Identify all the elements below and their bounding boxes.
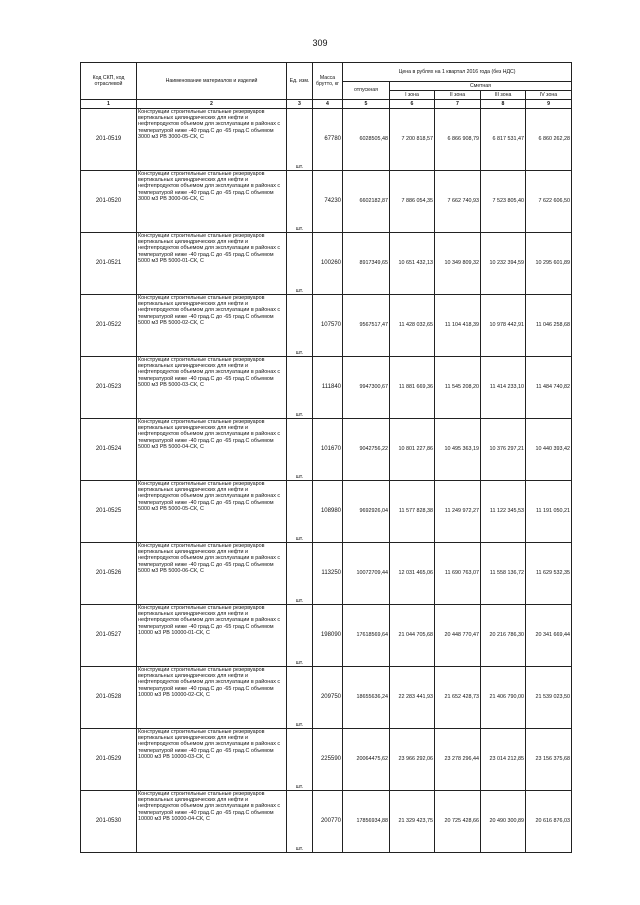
cell-code: 201-0526 [81,543,137,605]
cell-zone-1-price: 12 031 465,06 [390,543,435,605]
header-zone-1: I зона [390,91,435,100]
cell-zone-3-price: 11 122 345,53 [481,481,526,543]
cell-zone-4-price: 11 191 050,21 [526,481,572,543]
cell-zone-1-price: 10 801 227,86 [390,419,435,481]
cell-name: Конструкции строительные стальные резервуаров вертикальных цилиндрических для нефти и нефтепродуктов объемом для эксплуатации в районах с температурой ниже -40 град.С до -65 град.С объемом 5000 м3 РВ 5000-03-СК, С [137,357,287,419]
cell-code: 201-0519 [81,109,137,171]
header-name: Наименование материалов и изделий [137,63,287,100]
cell-unit: шт. [287,605,313,667]
column-number-row [81,100,572,109]
cell-zone-2-price: 10 495 363,19 [435,419,481,481]
cell-name: Конструкции строительные стальные резервуаров вертикальных цилиндрических для нефти и нефтепродуктов объемом для эксплуатации в районах с температурой ниже -40 град.С до -65 град.С объемом 10000 м3 РВ 10000-02-СК, С [137,667,287,729]
cell-zone-2-price: 6 866 908,79 [435,109,481,171]
cell-name: Конструкции строительные стальные резервуаров вертикальных цилиндрических для нефти и нефтепродуктов объемом для эксплуатации в районах с температурой ниже -40 град.С до -65 град.С объемом 5000 м3 РВ 5000-01-СК, С [137,233,287,295]
cell-zone-2-price: 11 545 208,20 [435,357,481,419]
price-table [80,62,572,853]
cell-zone-1-price: 21 329 423,75 [390,791,435,853]
cell-zone-1-price: 23 966 292,06 [390,729,435,791]
table-header [81,63,572,109]
cell-zone-4-price: 11 629 532,35 [526,543,572,605]
column-number: 8 [481,100,526,109]
cell-code: 201-0521 [81,233,137,295]
cell-zone-1-price: 10 651 432,13 [390,233,435,295]
cell-mass: 200770 [313,791,343,853]
cell-code: 201-0523 [81,357,137,419]
column-number: 1 [81,100,137,109]
cell-release-price: 17856934,88 [343,791,390,853]
cell-zone-2-price: 21 652 428,73 [435,667,481,729]
column-number: 9 [526,100,572,109]
table-row [81,481,572,543]
cell-zone-1-price: 11 577 828,38 [390,481,435,543]
cell-name: Конструкции строительные стальные резервуаров вертикальных цилиндрических для нефти и нефтепродуктов объемом для эксплуатации в районах с температурой ниже -40 град.С до -65 град.С объемом 3000 м3 РВ 3000-05-СК, С [137,109,287,171]
cell-release-price: 9042756,22 [343,419,390,481]
cell-code: 201-0522 [81,295,137,357]
column-number: 4 [313,100,343,109]
column-number: 6 [390,100,435,109]
cell-mass: 225590 [313,729,343,791]
table-body [81,109,572,853]
cell-zone-4-price: 10 440 393,42 [526,419,572,481]
header-mass: Масса брутто, кг [313,63,343,100]
cell-unit: шт. [287,357,313,419]
cell-unit: шт. [287,109,313,171]
cell-code: 201-0527 [81,605,137,667]
header-zone-3: III зона [481,91,526,100]
cell-zone-4-price: 21 539 023,50 [526,667,572,729]
cell-name: Конструкции строительные стальные резервуаров вертикальных цилиндрических для нефти и нефтепродуктов объемом для эксплуатации в районах с температурой ниже -40 град.С до -65 град.С объемом 5000 м3 РВ 5000-06-СК, С [137,543,287,605]
cell-mass: 209750 [313,667,343,729]
cell-release-price: 6602182,87 [343,171,390,233]
cell-zone-1-price: 11 428 032,65 [390,295,435,357]
cell-mass: 101670 [313,419,343,481]
table-row [81,543,572,605]
cell-name: Конструкции строительные стальные резервуаров вертикальных цилиндрических для нефти и нефтепродуктов объемом для эксплуатации в районах с температурой ниже -40 град.С до -65 град.С объемом 5000 м3 РВ 5000-04-СК, С [137,419,287,481]
cell-unit: шт. [287,295,313,357]
table-row [81,171,572,233]
cell-unit: шт. [287,419,313,481]
cell-unit: шт. [287,543,313,605]
table-row [81,419,572,481]
cell-code: 201-0525 [81,481,137,543]
cell-code: 201-0520 [81,171,137,233]
cell-release-price: 9947300,67 [343,357,390,419]
cell-release-price: 8917349,65 [343,233,390,295]
cell-name: Конструкции строительные стальные резервуаров вертикальных цилиндрических для нефти и нефтепродуктов объемом для эксплуатации в районах с температурой ниже -40 град.С до -65 град.С объемом 5000 м3 РВ 5000-02-СК, С [137,295,287,357]
cell-release-price: 18655636,24 [343,667,390,729]
page-number: 309 [312,38,328,48]
cell-mass: 100260 [313,233,343,295]
cell-name: Конструкции строительные стальные резервуаров вертикальных цилиндрических для нефти и нефтепродуктов объемом для эксплуатации в районах с температурой ниже -40 град.С до -65 град.С объемом 10000 м3 РВ 10000-04-СК, С [137,791,287,853]
cell-unit: шт. [287,481,313,543]
header-zone-4: IV зона [526,91,572,100]
cell-name: Конструкции строительные стальные резервуаров вертикальных цилиндрических для нефти и нефтепродуктов объемом для эксплуатации в районах с температурой ниже -40 град.С до -65 град.С объемом 10000 м3 РВ 10000-01-СК, С [137,605,287,667]
header-code: Код СКП, код отраслевой [81,63,137,100]
header-release: отпускная [343,82,390,100]
cell-mass: 198090 [313,605,343,667]
column-number: 3 [287,100,313,109]
cell-zone-3-price: 10 376 297,21 [481,419,526,481]
cell-zone-2-price: 11 104 418,39 [435,295,481,357]
cell-zone-3-price: 23 014 212,85 [481,729,526,791]
cell-zone-1-price: 21 044 705,68 [390,605,435,667]
cell-zone-4-price: 11 046 258,68 [526,295,572,357]
column-number: 7 [435,100,481,109]
cell-zone-3-price: 6 817 531,47 [481,109,526,171]
cell-mass: 108980 [313,481,343,543]
cell-zone-4-price: 7 622 606,50 [526,171,572,233]
cell-unit: шт. [287,233,313,295]
cell-name: Конструкции строительные стальные резервуаров вертикальных цилиндрических для нефти и нефтепродуктов объемом для эксплуатации в районах с температурой ниже -40 град.С до -65 град.С объемом 5000 м3 РВ 5000-05-СК, С [137,481,287,543]
cell-release-price: 9567517,47 [343,295,390,357]
cell-code: 201-0528 [81,667,137,729]
cell-zone-1-price: 22 283 441,93 [390,667,435,729]
cell-release-price: 10072709,44 [343,543,390,605]
table-row [81,357,572,419]
cell-zone-1-price: 11 881 669,36 [390,357,435,419]
cell-zone-3-price: 21 406 790,00 [481,667,526,729]
cell-name: Конструкции строительные стальные резервуаров вертикальных цилиндрических для нефти и нефтепродуктов объемом для эксплуатации в районах с температурой ниже -40 град.С до -65 град.С объемом 3000 м3 РВ 3000-06-СК, С [137,171,287,233]
cell-zone-3-price: 20 490 300,89 [481,791,526,853]
table-row [81,667,572,729]
cell-unit: шт. [287,791,313,853]
cell-zone-4-price: 20 616 876,03 [526,791,572,853]
cell-code: 201-0529 [81,729,137,791]
cell-name: Конструкции строительные стальные резервуаров вертикальных цилиндрических для нефти и нефтепродуктов объемом для эксплуатации в районах с температурой ниже -40 град.С до -65 град.С объемом 10000 м3 РВ 10000-03-СК, С [137,729,287,791]
cell-mass: 113250 [313,543,343,605]
cell-unit: шт. [287,667,313,729]
table-row [81,233,572,295]
cell-mass: 111840 [313,357,343,419]
cell-release-price: 17618569,64 [343,605,390,667]
header-estimate: Сметная [390,82,572,91]
cell-zone-3-price: 20 216 786,30 [481,605,526,667]
cell-zone-1-price: 7 200 818,57 [390,109,435,171]
cell-unit: шт. [287,729,313,791]
cell-zone-2-price: 10 349 809,32 [435,233,481,295]
cell-zone-2-price: 23 278 296,44 [435,729,481,791]
cell-zone-2-price: 11 690 763,07 [435,543,481,605]
header-price-group: Цена в рублях на 1 квартал 2016 года (без НДС) [343,63,572,82]
cell-release-price: 20064475,62 [343,729,390,791]
cell-code: 201-0530 [81,791,137,853]
cell-zone-2-price: 20 725 428,66 [435,791,481,853]
cell-zone-3-price: 11 558 136,72 [481,543,526,605]
header-zone-2: II зона [435,91,481,100]
cell-zone-2-price: 7 662 740,93 [435,171,481,233]
column-number: 2 [137,100,287,109]
cell-zone-4-price: 11 484 740,82 [526,357,572,419]
cell-zone-3-price: 10 232 394,59 [481,233,526,295]
cell-zone-2-price: 20 448 770,47 [435,605,481,667]
cell-release-price: 6028505,48 [343,109,390,171]
cell-zone-3-price: 7 523 805,40 [481,171,526,233]
cell-unit: шт. [287,171,313,233]
cell-mass: 74230 [313,171,343,233]
cell-zone-2-price: 11 249 972,27 [435,481,481,543]
cell-zone-1-price: 7 886 054,35 [390,171,435,233]
cell-zone-4-price: 23 156 375,68 [526,729,572,791]
table-row [81,295,572,357]
cell-mass: 107570 [313,295,343,357]
column-number: 5 [343,100,390,109]
cell-code: 201-0524 [81,419,137,481]
table-row [81,791,572,853]
cell-zone-4-price: 20 341 669,44 [526,605,572,667]
table-row [81,605,572,667]
table-row [81,729,572,791]
cell-zone-3-price: 11 414 233,10 [481,357,526,419]
cell-zone-4-price: 10 295 601,89 [526,233,572,295]
table-row [81,109,572,171]
cell-release-price: 9692926,04 [343,481,390,543]
header-unit: Ед. изм. [287,63,313,100]
cell-zone-3-price: 10 978 442,91 [481,295,526,357]
cell-zone-4-price: 6 860 262,28 [526,109,572,171]
cell-mass: 67780 [313,109,343,171]
